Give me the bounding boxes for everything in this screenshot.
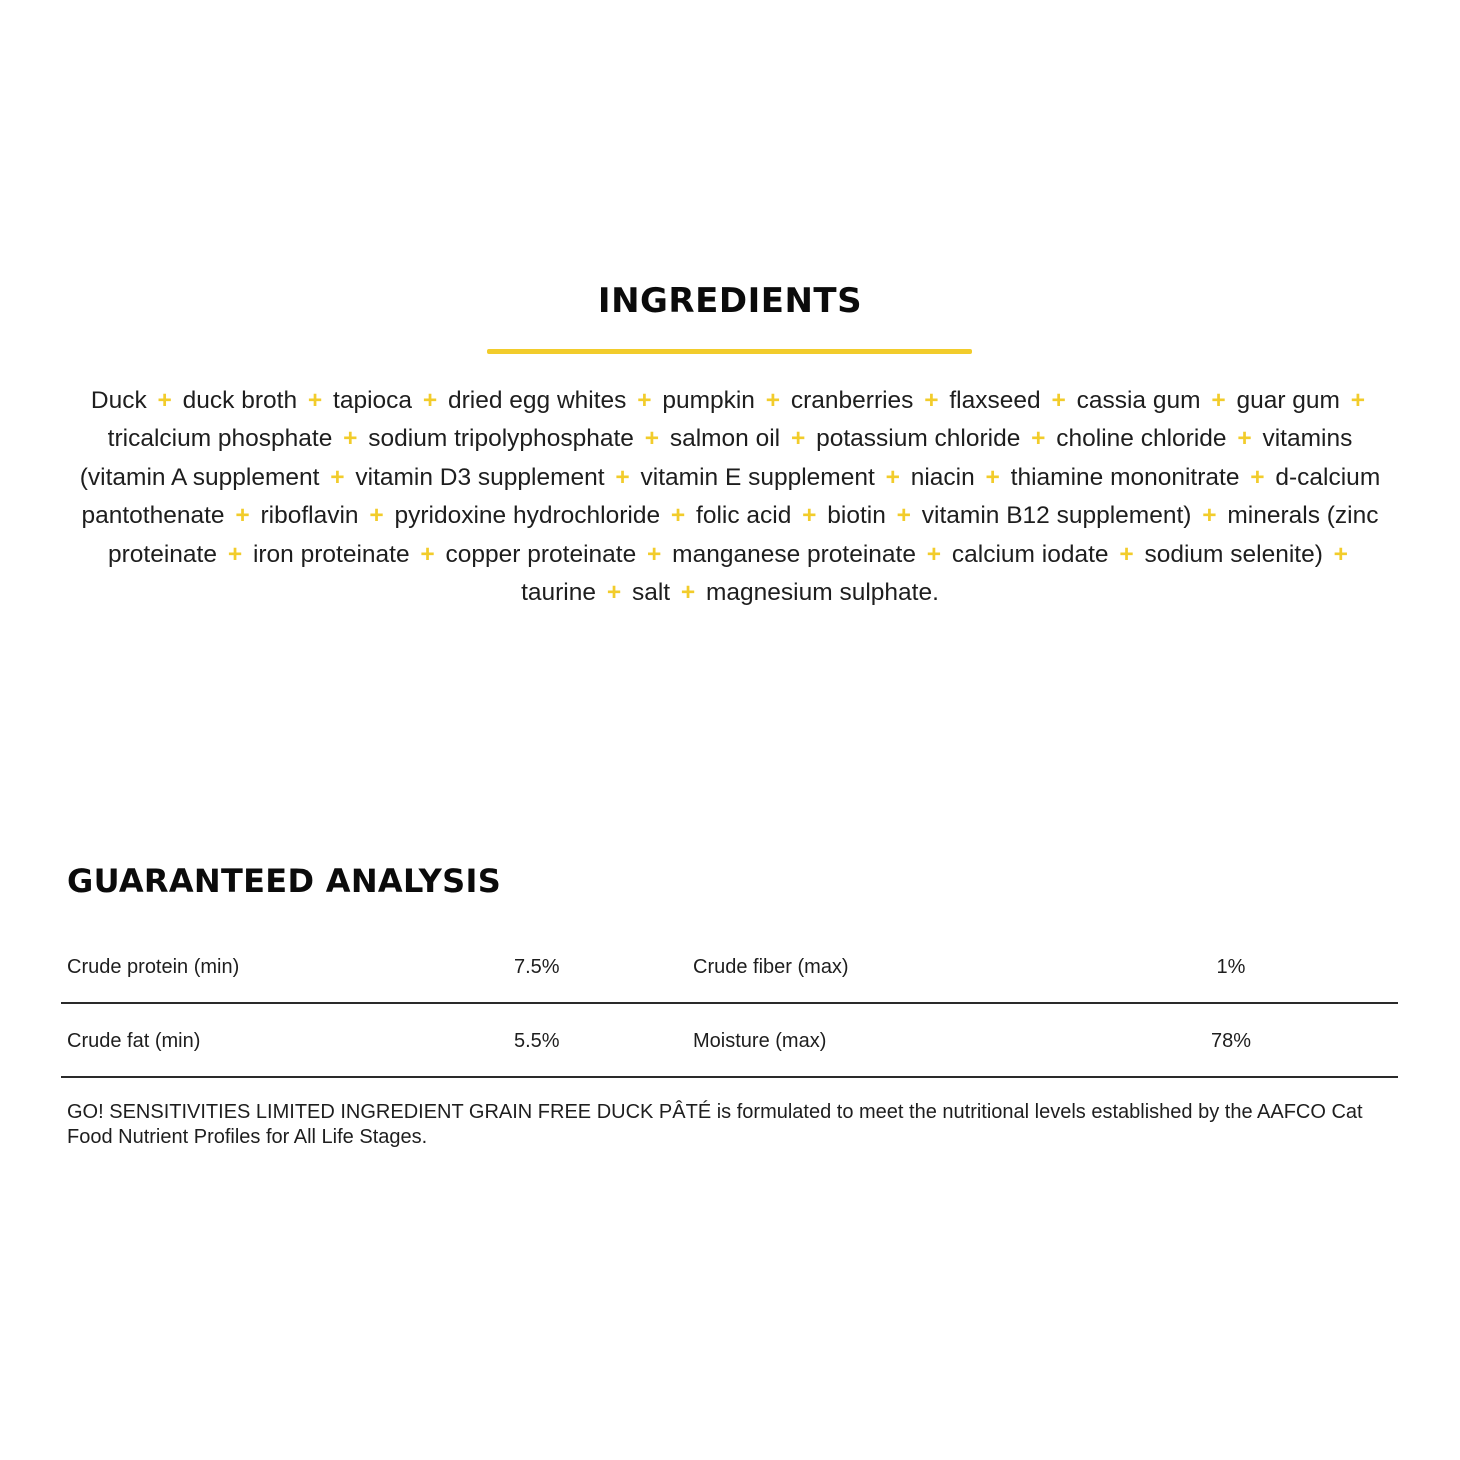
plus-separator-icon: +: [670, 502, 686, 530]
plus-separator-icon: +: [802, 502, 817, 530]
ingredients-heading: INGREDIENTS: [597, 281, 863, 321]
plus-separator-icon: +: [420, 540, 435, 568]
ingredient-item: dried egg whites: [447, 387, 627, 414]
ingredient-item: magnesium sulphate.: [706, 579, 939, 607]
plus-separator-icon: +: [227, 540, 243, 568]
ingredient-item: vitamins (vitamin A supplement: [79, 425, 1353, 491]
plus-separator-icon: +: [606, 579, 622, 607]
table-row: [61, 1004, 1398, 1078]
ingredient-item: potassium chloride: [816, 425, 1021, 453]
ingredient-item: vitamin E supplement: [640, 463, 875, 491]
plus-separator-icon: +: [790, 425, 806, 453]
nutrient-value: 78%: [1210, 1030, 1252, 1052]
ingredient-item: Duck: [90, 387, 147, 414]
plus-separator-icon: +: [680, 579, 696, 607]
ingredient-item: riboflavin: [260, 502, 359, 530]
ingredient-item: manganese proteinate: [672, 540, 916, 568]
guaranteed-analysis-table: [61, 930, 1398, 1078]
ingredient-item: vitamin D3 supplement: [355, 463, 605, 491]
table-row: [61, 930, 1398, 1004]
ingredient-item: salmon oil: [669, 425, 781, 453]
plus-separator-icon: +: [1333, 540, 1348, 568]
plus-separator-icon: +: [644, 425, 659, 453]
nutrient-label: Moisture (max): [693, 1030, 827, 1052]
ingredient-item: tapioca: [333, 387, 413, 414]
plus-separator-icon: +: [1250, 463, 1265, 491]
ingredient-item: thiamine mononitrate: [1010, 463, 1240, 491]
ingredient-item: calcium iodate: [951, 540, 1109, 568]
plus-separator-icon: +: [647, 540, 662, 568]
ingredient-item: choline chloride: [1056, 425, 1227, 453]
plus-separator-icon: +: [896, 502, 911, 530]
plus-separator-icon: +: [1119, 540, 1134, 568]
plus-separator-icon: +: [157, 387, 172, 414]
ingredient-item: pyridoxine hydrochloride: [394, 502, 661, 530]
ingredients-underline: [487, 349, 972, 354]
ingredient-item: iron proteinate: [252, 540, 410, 568]
ingredient-item: cranberries: [790, 387, 914, 414]
plus-separator-icon: +: [637, 387, 652, 414]
plus-separator-icon: +: [330, 463, 345, 491]
aafco-statement: GO! SENSITIVITIES LIMITED INGREDIENT GRAIN FREE DUCK PÂTÉ is formulated to meet the nutritional levels established by the AAFCO Cat Food Nutrient Profiles for All Life Stages.: [67, 1101, 1363, 1148]
ingredients-list: [70, 382, 1390, 612]
plus-separator-icon: +: [615, 463, 630, 491]
plus-separator-icon: +: [1051, 387, 1066, 414]
nutrient-label: Crude fiber (max): [693, 956, 849, 978]
plus-separator-icon: +: [926, 540, 942, 568]
ingredient-item: sodium tripolyphosphate: [368, 425, 634, 453]
plus-separator-icon: +: [422, 387, 438, 414]
ingredient-item: pumpkin: [662, 387, 755, 414]
plus-separator-icon: +: [369, 502, 384, 530]
plus-separator-icon: +: [1211, 387, 1226, 414]
plus-separator-icon: +: [1202, 502, 1217, 530]
plus-separator-icon: +: [885, 463, 900, 491]
ingredient-item: sodium selenite): [1144, 540, 1323, 568]
guaranteed-analysis-heading: GUARANTEED ANALYSIS: [67, 862, 502, 900]
ingredient-item: salt: [631, 579, 671, 607]
nutrient-value: 7.5%: [514, 956, 560, 978]
ingredient-item: folic acid: [696, 502, 792, 530]
plus-separator-icon: +: [235, 502, 250, 530]
ingredient-item: flaxseed: [949, 387, 1041, 414]
ingredient-item: tricalcium phosphate: [107, 425, 333, 453]
plus-separator-icon: +: [1350, 387, 1366, 414]
plus-separator-icon: +: [924, 387, 939, 414]
plus-separator-icon: +: [765, 387, 781, 414]
nutrient-label: Crude protein (min): [67, 956, 240, 978]
ingredient-item: taurine: [521, 579, 596, 607]
ingredient-item: guar gum: [1236, 387, 1340, 414]
nutrient-value: 1%: [1216, 956, 1246, 978]
plus-separator-icon: +: [985, 463, 1000, 491]
ingredient-item: niacin: [910, 463, 975, 491]
plus-separator-icon: +: [307, 387, 323, 414]
ingredient-item: d-calcium pantothenate: [81, 463, 1381, 530]
ingredient-item: copper proteinate: [445, 540, 637, 568]
nutrient-value: 5.5%: [514, 1030, 560, 1052]
ingredient-item: vitamin B12 supplement): [921, 502, 1192, 530]
plus-separator-icon: +: [343, 425, 358, 453]
plus-separator-icon: +: [1237, 425, 1252, 453]
ingredient-item: minerals (zinc proteinate: [108, 502, 1379, 568]
plus-separator-icon: +: [1031, 425, 1046, 453]
ingredient-item: duck broth: [182, 387, 298, 414]
nutrient-label: Crude fat (min): [67, 1030, 201, 1052]
ingredient-item: biotin: [827, 502, 886, 530]
ingredient-item: cassia gum: [1076, 387, 1201, 414]
